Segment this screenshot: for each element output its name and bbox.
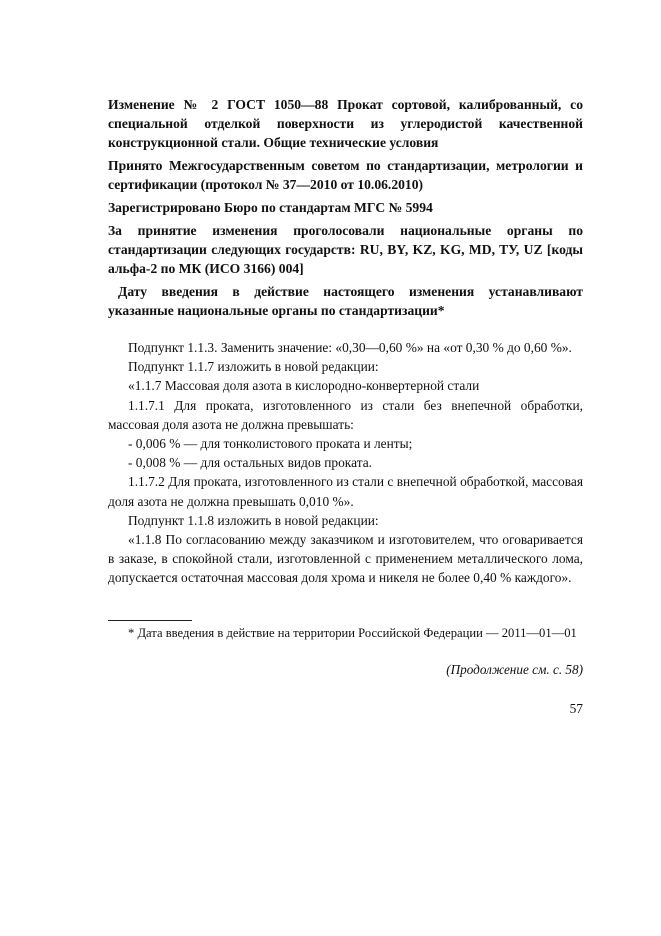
list-item: - 0,008 % — для остальных видов проката. [128, 455, 372, 471]
paragraph: Подпункт 1.1.3. Заменить значение: «0,30—0,60 %» на «от 0,30 % до 0,60 %». [128, 340, 572, 355]
footnote: * Дата введения в действие на территории Российской Федерации — 2011—01—01 [128, 626, 577, 640]
paragraph: Подпункт 1.1.7 изложить в новой редакции: [128, 359, 379, 375]
paragraph: «1.1.8 По согласованию между заказчиком и изготовителем, что оговаривается в заказе, в спокойной стали, изготовленной с применением металлического лома, допускается остаточная массовая доля хрома и никеля не более 0,40 % каждого». [108, 532, 583, 586]
paragraph: 1.1.7.2 Для проката, изготовленного из стали с внепечной обработкой, массовая доля азота не должна превышать 0,010 %». [108, 474, 583, 509]
paragraph: «1.1.7 Массовая доля азота в кислородно-конвертерной стали [128, 378, 480, 394]
document-content [108, 95, 583, 588]
voting-countries: За принятие изменения проголосовали национальные органы по стандартизации следующих государств: RU, BY, KZ, KG, MD, TУ, UZ [коды альфа-2 по МК (ИСО 3166) 004] [108, 223, 583, 276]
continuation-note: (Продолжение см. с. 58) [446, 662, 583, 677]
amendment-title: Изменение № 2 ГОСТ 1050—88 Прокат сортовой, калиброванный, со специальной отделкой поверхности из углеродистой качественной конструкционной стали. Общие технические условия [108, 97, 583, 150]
effective-date-statement: Дату введения в действие настоящего изменения устанавливают указанные национальные органы по стандартизации* [108, 284, 583, 318]
list-item: - 0,006 % — для тонколистового проката и ленты; [128, 436, 413, 452]
footnote-divider [108, 620, 192, 621]
amendment-body [108, 338, 583, 588]
paragraph: 1.1.7.1 Для проката, изготовленного из стали без внепечной обработки, массовая доля азота не должна превышать: [108, 397, 583, 432]
page-number: 57 [569, 701, 583, 716]
registration-statement: Зарегистрировано Бюро по стандартам МГС № 5994 [108, 200, 433, 215]
paragraph: Подпункт 1.1.8 изложить в новой редакции: [128, 512, 379, 528]
adopted-statement: Принято Межгосударственным советом по стандартизации, метрологии и сертификации (протокол № 37—2010 от 10.06.2010) [108, 158, 583, 192]
